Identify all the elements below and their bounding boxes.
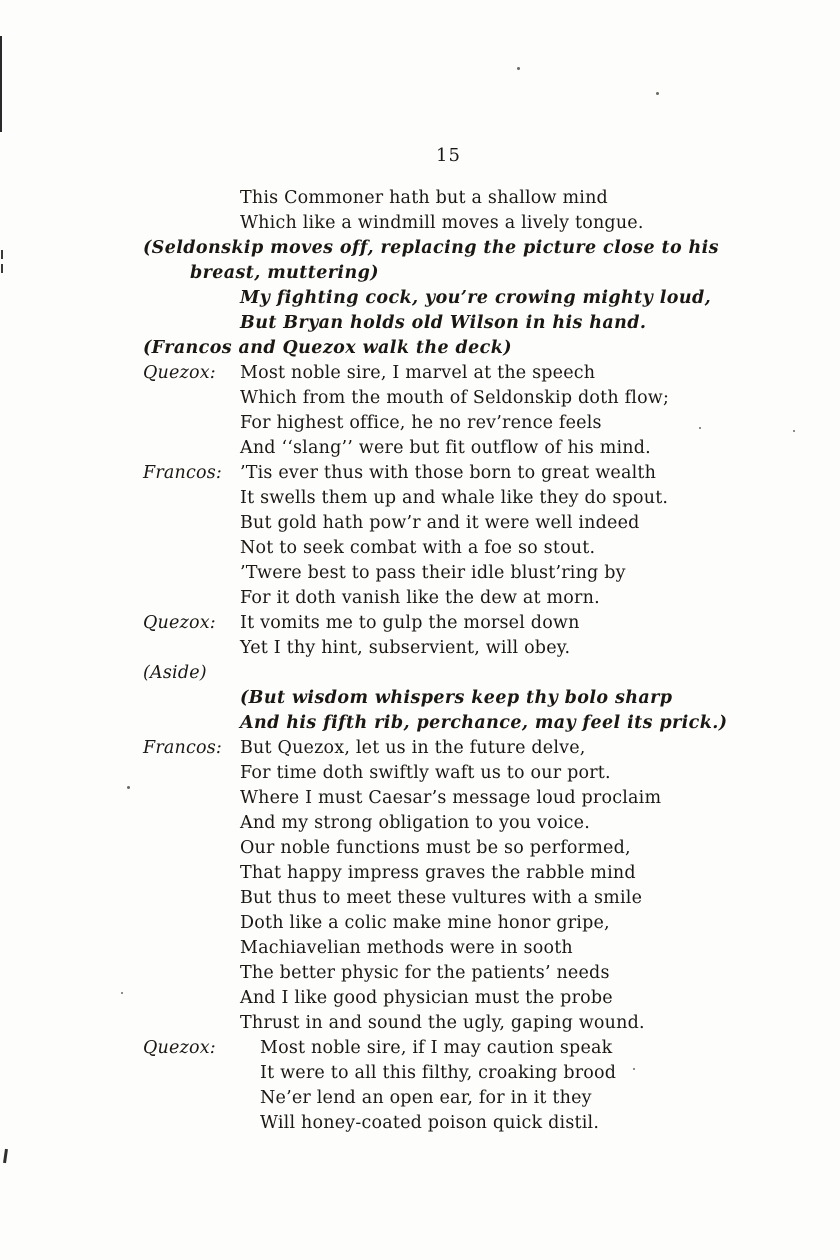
- verse-line: [143, 436, 743, 461]
- line-text: Where I must Caesar’s message loud proclaim: [240, 788, 662, 808]
- verse-line: [143, 636, 743, 661]
- verse-line: [143, 411, 743, 436]
- speaker-label: Quezox:: [143, 1038, 216, 1058]
- stage-direction: [143, 661, 743, 686]
- verse-line: [143, 761, 743, 786]
- scan-artifact-mark: [3, 1149, 8, 1163]
- line-text: It were to all this filthy, croaking brood: [260, 1063, 617, 1083]
- line-text: And ‘‘slang’’ were but fit outflow of his mind.: [240, 438, 651, 458]
- verse-line: [143, 711, 743, 736]
- line-text: And I like good physician must the probe: [240, 988, 613, 1008]
- line-text: Not to seek combat with a foe so stout.: [240, 538, 596, 558]
- line-text: breast, muttering): [190, 263, 379, 283]
- line-text: Machiavelian methods were in sooth: [240, 938, 573, 958]
- speaker-label: Francos:: [143, 738, 223, 758]
- scan-speck: [127, 786, 130, 789]
- line-text: Will honey-coated poison quick distil.: [260, 1113, 600, 1133]
- verse-line: [143, 486, 743, 511]
- verse-line: [143, 1086, 743, 1111]
- speaker-label: Francos:: [143, 463, 223, 483]
- verse-line: [143, 311, 743, 336]
- dialogue-line: [143, 611, 743, 636]
- dialogue-line: [143, 361, 743, 386]
- stage-direction: [143, 686, 743, 711]
- verse-line: [143, 786, 743, 811]
- verse-line: [143, 886, 743, 911]
- stage-direction: [143, 336, 743, 361]
- verse-line: [143, 186, 743, 211]
- line-text: For highest office, he no rev’rence feels: [240, 413, 602, 433]
- line-text: Yet I thy hint, subservient, will obey.: [240, 638, 571, 658]
- stage-direction: [143, 236, 743, 261]
- verse-line: [143, 1011, 743, 1036]
- verse-line: [143, 986, 743, 1011]
- scan-speck: [793, 430, 795, 432]
- verse-line: [143, 861, 743, 886]
- line-text: And his fifth rib, perchance, may feel its prick.): [240, 713, 728, 733]
- scan-artifact-tick: [1, 264, 3, 273]
- line-text: But Quezox, let us in the future delve,: [240, 738, 586, 758]
- verse-line: [143, 561, 743, 586]
- line-text: My fighting cock, you’re crowing mighty loud,: [240, 288, 712, 308]
- line-text: Which from the mouth of Seldonskip doth flow;: [240, 388, 670, 408]
- page-number: 15: [436, 145, 461, 166]
- scan-speck: [656, 92, 659, 95]
- line-text: Thrust in and sound the ugly, gaping wound.: [240, 1013, 645, 1033]
- line-text: Which like a windmill moves a lively tongue.: [240, 213, 644, 233]
- verse-line: [143, 911, 743, 936]
- line-text: (Francos and Quezox walk the deck): [143, 338, 512, 358]
- line-text: Ne’er lend an open ear, for in it they: [260, 1088, 592, 1108]
- verse-line: [143, 211, 743, 236]
- verse-line: [143, 1061, 743, 1086]
- line-text: Most noble sire, if I may caution speak: [260, 1038, 613, 1058]
- verse-line: [143, 936, 743, 961]
- line-text: (Aside): [143, 663, 207, 683]
- line-text: ’Twere best to pass their idle blust’ring by: [240, 563, 626, 583]
- verse-line: [143, 836, 743, 861]
- line-text: Most noble sire, I marvel at the speech: [240, 363, 596, 383]
- verse-line: [143, 811, 743, 836]
- line-text: Our noble functions must be so performed,: [240, 838, 631, 858]
- verse-line: [143, 586, 743, 611]
- line-text: It vomits me to gulp the morsel down: [240, 613, 580, 633]
- line-text: ’Tis ever thus with those born to great wealth: [240, 463, 657, 483]
- line-text: (Seldonskip moves off, replacing the picture close to his: [143, 238, 719, 258]
- line-text: The better physic for the patients’ needs: [240, 963, 610, 983]
- verse-line: [143, 961, 743, 986]
- line-text: But thus to meet these vultures with a smile: [240, 888, 643, 908]
- dialogue-line: [143, 1036, 743, 1061]
- line-text: For it doth vanish like the dew at morn.: [240, 588, 600, 608]
- line-text: For time doth swiftly waft us to our port.: [240, 763, 611, 783]
- line-text: But Bryan holds old Wilson in his hand.: [240, 313, 647, 333]
- scan-artifact-edge-line: [0, 36, 2, 132]
- scan-speck: [517, 67, 520, 70]
- dialogue-line: [143, 461, 743, 486]
- line-text: This Commoner hath but a shallow mind: [240, 188, 608, 208]
- verse-line: [143, 261, 743, 286]
- verse-line: [143, 286, 743, 311]
- speaker-label: Quezox:: [143, 613, 216, 633]
- scan-artifact-tick: [1, 250, 3, 259]
- verse-line: [143, 536, 743, 561]
- line-text: And my strong obligation to you voice.: [240, 813, 590, 833]
- verse-line: [143, 511, 743, 536]
- verse-line: [143, 1111, 743, 1136]
- dialogue-line: [143, 736, 743, 761]
- line-text: Doth like a colic make mine honor gripe,: [240, 913, 610, 933]
- line-text: That happy impress graves the rabble mind: [240, 863, 636, 883]
- verse-line: [143, 386, 743, 411]
- text-block: [143, 186, 743, 1136]
- line-text: It swells them up and whale like they do spout.: [240, 488, 669, 508]
- line-text: But gold hath pow’r and it were well indeed: [240, 513, 640, 533]
- scan-speck: [121, 992, 123, 994]
- speaker-label: Quezox:: [143, 363, 216, 383]
- line-text: (But wisdom whispers keep thy bolo sharp: [240, 688, 673, 708]
